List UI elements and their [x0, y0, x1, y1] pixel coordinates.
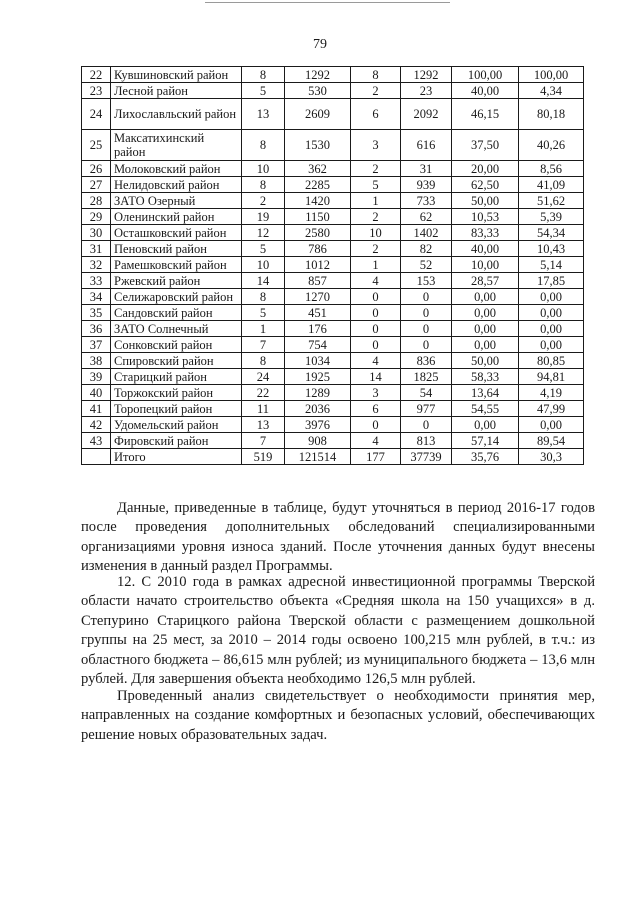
percent-cell: 0,00: [519, 417, 584, 433]
district-name-cell: Ржевский район: [111, 273, 242, 289]
percent-cell: 80,18: [519, 99, 584, 130]
percent-cell: 30,3: [519, 449, 584, 465]
row-number-cell: [82, 449, 111, 465]
value-cell: 2: [242, 193, 285, 209]
value-cell: 24: [242, 369, 285, 385]
table-row: [82, 305, 584, 321]
value-cell: 0: [401, 305, 452, 321]
value-cell: 22: [242, 385, 285, 401]
table-row: [82, 273, 584, 289]
value-cell: 10: [242, 257, 285, 273]
value-cell: 2: [351, 241, 401, 257]
row-number-cell: 29: [82, 209, 111, 225]
row-number-cell: 24: [82, 99, 111, 130]
percent-cell: 62,50: [452, 177, 519, 193]
value-cell: 3976: [285, 417, 351, 433]
value-cell: 121514: [285, 449, 351, 465]
value-cell: 37739: [401, 449, 452, 465]
value-cell: 2285: [285, 177, 351, 193]
value-cell: 813: [401, 433, 452, 449]
value-cell: 19: [242, 209, 285, 225]
percent-cell: 80,85: [519, 353, 584, 369]
percent-cell: 0,00: [452, 417, 519, 433]
value-cell: 1289: [285, 385, 351, 401]
value-cell: 362: [285, 161, 351, 177]
paragraph-school-construction: [81, 573, 595, 689]
percent-cell: 0,00: [452, 289, 519, 305]
value-cell: 1292: [401, 67, 452, 83]
district-name-cell: Сандовский район: [111, 305, 242, 321]
row-number-cell: 27: [82, 177, 111, 193]
value-cell: 8: [242, 130, 285, 161]
percent-cell: 28,57: [452, 273, 519, 289]
table-row: [82, 161, 584, 177]
percent-cell: 4,19: [519, 385, 584, 401]
percent-cell: 5,14: [519, 257, 584, 273]
paragraph-text: Данные, приведенные в таблице, будут уточняться в период 2016-17 годов после проведения дополнительных обследований специализированными организациями уровня износа зданий. После уточнения данных будут внесены изменения в данный раздел Программы.: [81, 500, 595, 575]
table-row: [82, 83, 584, 99]
district-name-cell: Нелидовский район: [111, 177, 242, 193]
district-name-cell: Молоковский район: [111, 161, 242, 177]
row-number-cell: 30: [82, 225, 111, 241]
percent-cell: 10,53: [452, 209, 519, 225]
district-name-cell: Лесной район: [111, 83, 242, 99]
value-cell: 1420: [285, 193, 351, 209]
value-cell: 6: [351, 401, 401, 417]
value-cell: 2: [351, 161, 401, 177]
row-number-cell: 25: [82, 130, 111, 161]
row-number-cell: 37: [82, 337, 111, 353]
percent-cell: 54,55: [452, 401, 519, 417]
percent-cell: 57,14: [452, 433, 519, 449]
value-cell: 0: [401, 417, 452, 433]
value-cell: 6: [351, 99, 401, 130]
percent-cell: 58,33: [452, 369, 519, 385]
value-cell: 54: [401, 385, 452, 401]
table-row: [82, 257, 584, 273]
percent-cell: 47,99: [519, 401, 584, 417]
district-name-cell: ЗАТО Озерный: [111, 193, 242, 209]
value-cell: 8: [242, 289, 285, 305]
value-cell: 1402: [401, 225, 452, 241]
value-cell: 3: [351, 130, 401, 161]
value-cell: 0: [351, 321, 401, 337]
percent-cell: 100,00: [452, 67, 519, 83]
paragraph-text: 12. С 2010 года в рамках адресной инвестиционной программы Тверской области начато строительство объекта «Средняя школа на 150 учащихся» в д. Степурино Старицкого района Тверской области с размещением дошкольной группы на 25 мест, за 2010 – 2014 годы освоено 100,215 млн рублей, в т.ч.: из областного бюджета – 86,615 млн рублей; из муниципального бюджета – 13,6 млн рублей. Для завершения объекта необходимо 126,5 млн рублей.: [81, 574, 595, 688]
percent-cell: 0,00: [452, 337, 519, 353]
percent-cell: 0,00: [519, 337, 584, 353]
row-number-cell: 35: [82, 305, 111, 321]
value-cell: 1530: [285, 130, 351, 161]
value-cell: 8: [242, 353, 285, 369]
percent-cell: 100,00: [519, 67, 584, 83]
percent-cell: 51,62: [519, 193, 584, 209]
value-cell: 1: [242, 321, 285, 337]
table-row: [82, 241, 584, 257]
row-number-cell: 39: [82, 369, 111, 385]
value-cell: 4: [351, 353, 401, 369]
row-number-cell: 40: [82, 385, 111, 401]
percent-cell: 40,26: [519, 130, 584, 161]
value-cell: 2580: [285, 225, 351, 241]
table-total-row: [82, 449, 584, 465]
value-cell: 939: [401, 177, 452, 193]
value-cell: 0: [351, 417, 401, 433]
value-cell: 1034: [285, 353, 351, 369]
district-name-cell: Удомельский район: [111, 417, 242, 433]
value-cell: 1270: [285, 289, 351, 305]
value-cell: 616: [401, 130, 452, 161]
value-cell: 2092: [401, 99, 452, 130]
value-cell: 14: [351, 369, 401, 385]
percent-cell: 54,34: [519, 225, 584, 241]
value-cell: 519: [242, 449, 285, 465]
value-cell: 0: [351, 289, 401, 305]
table-row: [82, 353, 584, 369]
value-cell: 754: [285, 337, 351, 353]
value-cell: 786: [285, 241, 351, 257]
percent-cell: 94,81: [519, 369, 584, 385]
value-cell: 1: [351, 193, 401, 209]
value-cell: 5: [242, 305, 285, 321]
percent-cell: 4,34: [519, 83, 584, 99]
value-cell: 733: [401, 193, 452, 209]
table-row: [82, 337, 584, 353]
percent-cell: 8,56: [519, 161, 584, 177]
district-name-cell: ЗАТО Солнечный: [111, 321, 242, 337]
table-row: [82, 130, 584, 161]
value-cell: 1: [351, 257, 401, 273]
value-cell: 5: [351, 177, 401, 193]
row-number-cell: 34: [82, 289, 111, 305]
value-cell: 0: [351, 337, 401, 353]
value-cell: 2: [351, 83, 401, 99]
value-cell: 1925: [285, 369, 351, 385]
value-cell: 31: [401, 161, 452, 177]
row-number-cell: 41: [82, 401, 111, 417]
percent-cell: 5,39: [519, 209, 584, 225]
table-row: [82, 417, 584, 433]
table-row: [82, 369, 584, 385]
percent-cell: 0,00: [452, 305, 519, 321]
page-number: 79: [313, 37, 327, 52]
value-cell: 3: [351, 385, 401, 401]
value-cell: 1825: [401, 369, 452, 385]
paragraph-conclusion: [81, 687, 595, 745]
district-name-cell: Сонковский район: [111, 337, 242, 353]
table-row: [82, 67, 584, 83]
district-name-cell: Пеновский район: [111, 241, 242, 257]
value-cell: 1150: [285, 209, 351, 225]
row-number-cell: 26: [82, 161, 111, 177]
table-row: [82, 401, 584, 417]
value-cell: 82: [401, 241, 452, 257]
row-number-cell: 36: [82, 321, 111, 337]
percent-cell: 0,00: [519, 305, 584, 321]
value-cell: 836: [401, 353, 452, 369]
value-cell: 7: [242, 433, 285, 449]
row-number-cell: 43: [82, 433, 111, 449]
table-row: [82, 321, 584, 337]
row-number-cell: 33: [82, 273, 111, 289]
table-row: [82, 289, 584, 305]
percent-cell: 10,00: [452, 257, 519, 273]
value-cell: 5: [242, 83, 285, 99]
value-cell: 23: [401, 83, 452, 99]
district-name-cell: Торжокский район: [111, 385, 242, 401]
row-number-cell: 22: [82, 67, 111, 83]
percent-cell: 37,50: [452, 130, 519, 161]
table-row: [82, 225, 584, 241]
percent-cell: 35,76: [452, 449, 519, 465]
percent-cell: 41,09: [519, 177, 584, 193]
percent-cell: 83,33: [452, 225, 519, 241]
value-cell: 10: [351, 225, 401, 241]
district-name-cell: Итого: [111, 449, 242, 465]
value-cell: 4: [351, 433, 401, 449]
value-cell: 13: [242, 417, 285, 433]
value-cell: 0: [401, 321, 452, 337]
row-number-cell: 23: [82, 83, 111, 99]
row-number-cell: 31: [82, 241, 111, 257]
value-cell: 4: [351, 273, 401, 289]
row-number-cell: 32: [82, 257, 111, 273]
percent-cell: 40,00: [452, 83, 519, 99]
top-rule: [205, 2, 450, 3]
district-name-cell: Фировский район: [111, 433, 242, 449]
value-cell: 857: [285, 273, 351, 289]
value-cell: 530: [285, 83, 351, 99]
district-name-cell: Селижаровский район: [111, 289, 242, 305]
value-cell: 0: [351, 305, 401, 321]
value-cell: 0: [401, 337, 452, 353]
value-cell: 8: [351, 67, 401, 83]
percent-cell: 0,00: [452, 321, 519, 337]
value-cell: 177: [351, 449, 401, 465]
percent-cell: 40,00: [452, 241, 519, 257]
district-name-cell: Осташковский район: [111, 225, 242, 241]
table-row: [82, 433, 584, 449]
value-cell: 62: [401, 209, 452, 225]
percent-cell: 0,00: [519, 289, 584, 305]
value-cell: 1012: [285, 257, 351, 273]
percent-cell: 13,64: [452, 385, 519, 401]
value-cell: 10: [242, 161, 285, 177]
percent-cell: 10,43: [519, 241, 584, 257]
percent-cell: 0,00: [519, 321, 584, 337]
table-row: [82, 177, 584, 193]
value-cell: 977: [401, 401, 452, 417]
percent-cell: 46,15: [452, 99, 519, 130]
table-row: [82, 385, 584, 401]
table-row: [82, 193, 584, 209]
value-cell: 8: [242, 177, 285, 193]
district-name-cell: Рамешковский район: [111, 257, 242, 273]
row-number-cell: 42: [82, 417, 111, 433]
district-table: [81, 66, 584, 465]
percent-cell: 17,85: [519, 273, 584, 289]
table-body: [82, 67, 584, 465]
district-name-cell: Спировский район: [111, 353, 242, 369]
paragraph-text: Проведенный анализ свидетельствует о необходимости принятия мер, направленных на создание комфортных и безопасных условий, обеспечивающих решение новых образовательных задач.: [81, 688, 595, 743]
row-number-cell: 38: [82, 353, 111, 369]
value-cell: 908: [285, 433, 351, 449]
value-cell: 12: [242, 225, 285, 241]
district-name-cell: Максатихинский район: [111, 130, 242, 161]
value-cell: 11: [242, 401, 285, 417]
value-cell: 451: [285, 305, 351, 321]
percent-cell: 50,00: [452, 353, 519, 369]
district-name-cell: Оленинский район: [111, 209, 242, 225]
value-cell: 2: [351, 209, 401, 225]
table-row: [82, 99, 584, 130]
percent-cell: 50,00: [452, 193, 519, 209]
value-cell: 13: [242, 99, 285, 130]
value-cell: 8: [242, 67, 285, 83]
value-cell: 2036: [285, 401, 351, 417]
district-name-cell: Лихославльский район: [111, 99, 242, 130]
district-name-cell: Кувшиновский район: [111, 67, 242, 83]
percent-cell: 89,54: [519, 433, 584, 449]
value-cell: 14: [242, 273, 285, 289]
value-cell: 153: [401, 273, 452, 289]
district-name-cell: Старицкий район: [111, 369, 242, 385]
value-cell: 2609: [285, 99, 351, 130]
value-cell: 0: [401, 289, 452, 305]
row-number-cell: 28: [82, 193, 111, 209]
value-cell: 5: [242, 241, 285, 257]
value-cell: 52: [401, 257, 452, 273]
percent-cell: 20,00: [452, 161, 519, 177]
value-cell: 1292: [285, 67, 351, 83]
paragraph-table-note: [81, 499, 595, 577]
value-cell: 176: [285, 321, 351, 337]
value-cell: 7: [242, 337, 285, 353]
district-name-cell: Торопецкий район: [111, 401, 242, 417]
table-row: [82, 209, 584, 225]
